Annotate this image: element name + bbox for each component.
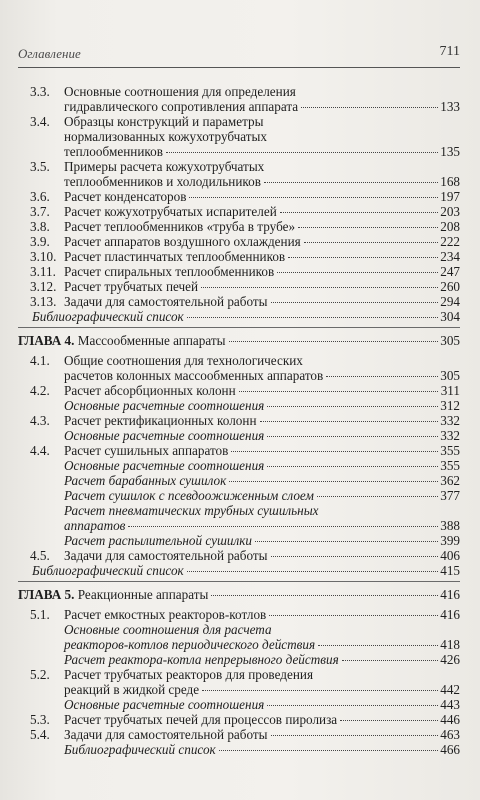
toc-entry[interactable]: [0, 742, 480, 757]
toc-entry-title: Основные расчетные соотношения: [64, 398, 265, 413]
toc-page-number: 133: [440, 99, 460, 114]
toc-entry[interactable]: [0, 503, 480, 533]
toc-entry[interactable]: [0, 607, 480, 622]
toc-entry-title: Основные соотношения для определения: [64, 84, 296, 99]
toc-entry-title: расчетов колонных массообменных аппаратов: [64, 368, 324, 383]
toc-entry-title: Основные расчетные соотношения: [64, 428, 265, 443]
toc-entry[interactable]: [0, 413, 480, 428]
toc-entry-number: 4.3.: [30, 413, 50, 428]
toc-chapter[interactable]: [0, 333, 480, 348]
dot-leader: [342, 660, 438, 661]
toc-entry-title: аппаратов: [64, 518, 126, 533]
toc-entry[interactable]: [0, 727, 480, 742]
dot-leader: [301, 107, 438, 108]
toc-entry[interactable]: [0, 622, 480, 652]
toc-entry-number: 3.8.: [30, 219, 50, 234]
toc-entry-title: Библиографический список: [64, 742, 216, 757]
toc-entry-title: Библиографический список: [32, 563, 184, 578]
toc-entry-title: Примеры расчета кожухотрубчатых: [64, 159, 265, 174]
toc-entry[interactable]: [0, 383, 480, 398]
dot-leader: [267, 406, 438, 407]
dot-leader: [255, 541, 438, 542]
running-header-title: Оглавление: [18, 46, 81, 61]
chapter-separator: [18, 581, 460, 582]
toc-entry-title: Расчет аппаратов воздушного охлаждения: [64, 234, 301, 249]
toc-page-number: 203: [440, 204, 460, 219]
dot-leader: [317, 496, 438, 497]
dot-leader: [166, 152, 438, 153]
toc-entry-title: Расчет трубчатых реакторов для проведения: [64, 667, 314, 682]
toc-page-number: 418: [440, 637, 460, 652]
toc-entry-title: Расчет сушильных аппаратов: [64, 443, 229, 458]
toc-entry-number: 3.13.: [30, 294, 57, 309]
dot-leader: [201, 287, 438, 288]
dot-leader: [128, 526, 438, 527]
dot-leader: [267, 705, 438, 706]
dot-leader: [326, 376, 438, 377]
dot-leader: [288, 257, 438, 258]
dot-leader: [211, 595, 438, 596]
toc-page-number: 312: [440, 398, 460, 413]
dot-leader: [304, 242, 438, 243]
toc-entry[interactable]: [0, 443, 480, 458]
toc-page-number: 355: [440, 443, 460, 458]
toc-entry-number: 5.4.: [30, 727, 50, 742]
toc-page-number: 260: [440, 279, 460, 294]
dot-leader: [189, 197, 438, 198]
toc-entry-number: 4.2.: [30, 383, 50, 398]
toc-page-number: 406: [440, 548, 460, 563]
toc-entry[interactable]: [0, 548, 480, 563]
toc-entry-title: реакций в жидкой среде: [64, 682, 200, 697]
dot-leader: [229, 341, 439, 342]
toc-page-number: 222: [440, 234, 460, 249]
toc-entry-number: 3.6.: [30, 189, 50, 204]
toc-entry[interactable]: [0, 652, 480, 667]
toc-page-number: 332: [440, 428, 460, 443]
toc-entry[interactable]: [0, 309, 480, 324]
toc-entry-number: 3.7.: [30, 204, 50, 219]
toc-page-number: 304: [440, 309, 460, 324]
toc-entry-title: Расчет сушилок с псевдоожиженным слоем: [64, 488, 314, 503]
dot-leader: [264, 182, 438, 183]
toc-entry-title: Основные расчетные соотношения: [64, 697, 265, 712]
toc-entry-title: Библиографический список: [32, 309, 184, 324]
toc-entry-number: 3.10.: [30, 249, 57, 264]
toc-entry-title: Общие соотношения для технологических: [64, 353, 303, 368]
toc-entry[interactable]: [0, 84, 480, 114]
toc-page-number: 305: [440, 333, 460, 348]
dot-leader: [271, 556, 438, 557]
toc-page-number: 388: [440, 518, 460, 533]
dot-leader: [267, 436, 438, 437]
toc-page-number: 466: [440, 742, 460, 757]
toc-entry-title: Основные соотношения для расчета: [64, 622, 272, 637]
toc-entry-title: Задачи для самостоятельной работы: [64, 548, 268, 563]
toc-entry-number: 4.4.: [30, 443, 50, 458]
toc-entry-title: Расчет пластинчатых теплообменников: [64, 249, 286, 264]
toc-entry-title: Задачи для самостоятельной работы: [64, 294, 268, 309]
toc-entry-title: Задачи для самостоятельной работы: [64, 727, 268, 742]
toc-page-number: 294: [440, 294, 460, 309]
toc-entry-title: Расчет конденсаторов: [64, 189, 187, 204]
toc-entry-number: 5.3.: [30, 712, 50, 727]
toc-entry[interactable]: [0, 428, 480, 443]
toc-page-number: 416: [440, 607, 460, 622]
toc-entry-title: реакторов-котлов периодического действия: [64, 637, 316, 652]
toc-entry-number: 4.5.: [30, 548, 50, 563]
toc-entry-title: Расчет емкостных реакторов-котлов: [64, 607, 267, 622]
toc-page-number: 446: [440, 712, 460, 727]
toc-entry[interactable]: [0, 353, 480, 383]
toc-entry-title: Образцы конструкций и параметры: [64, 114, 264, 129]
toc-entry-number: 5.1.: [30, 607, 50, 622]
toc-page-number: 305: [440, 368, 460, 383]
toc-page-number: 426: [440, 652, 460, 667]
toc-entry-number: 3.3.: [30, 84, 50, 99]
toc-page-number: 332: [440, 413, 460, 428]
toc-page-number: 355: [440, 458, 460, 473]
toc-entry-title: Расчет пневматических трубных сушильных: [64, 503, 319, 518]
toc-entry[interactable]: [0, 458, 480, 473]
toc-entry[interactable]: [0, 204, 480, 219]
toc-page-number: 415: [440, 563, 460, 578]
toc-entry-number: 3.12.: [30, 279, 57, 294]
dot-leader: [280, 212, 438, 213]
toc-entry[interactable]: [0, 189, 480, 204]
toc-page-number: 135: [440, 144, 460, 159]
dot-leader: [340, 720, 438, 721]
toc-page-number: 442: [440, 682, 460, 697]
toc-entry-title: Расчет реактора-котла непрерывного действия: [64, 652, 339, 667]
toc-entry-number: 4.1.: [30, 353, 50, 368]
toc-page-number: 247: [440, 264, 460, 279]
dot-leader: [269, 615, 438, 616]
toc-entry[interactable]: [0, 697, 480, 712]
toc-entry-title: Расчет абсорбционных колонн: [64, 383, 236, 398]
toc-entry[interactable]: [0, 249, 480, 264]
toc-entry-title: Расчет ректификационных колонн: [64, 413, 257, 428]
toc-page-number: 399: [440, 533, 460, 548]
toc-entry-title: Расчет кожухотрубчатых испарителей: [64, 204, 277, 219]
toc-entry-number: 3.4.: [30, 114, 50, 129]
toc-entry[interactable]: [0, 264, 480, 279]
toc-entry-title: Расчет распылительной сушилки: [64, 533, 253, 548]
dot-leader: [267, 466, 438, 467]
dot-leader: [260, 421, 438, 422]
toc-page-number: 311: [440, 383, 460, 398]
toc-entry-number: 3.11.: [30, 264, 56, 279]
toc-page-number: 168: [440, 174, 460, 189]
toc-entry-title: Расчет спиральных теплообменников: [64, 264, 275, 279]
chapter-separator: [18, 327, 460, 328]
toc-entry[interactable]: [0, 114, 480, 159]
toc-entry-title: Расчет теплообменников «труба в трубе»: [64, 219, 296, 234]
toc-entry[interactable]: [0, 473, 480, 488]
toc-page-number: 208: [440, 219, 460, 234]
dot-leader: [318, 645, 438, 646]
toc-page-number: 362: [440, 473, 460, 488]
toc-chapter[interactable]: [0, 587, 480, 602]
toc-entry[interactable]: [0, 279, 480, 294]
toc-entry-title: ГЛАВА 4. Массообменные аппараты: [18, 333, 226, 348]
dot-leader: [187, 571, 438, 572]
toc-entry-number: 3.5.: [30, 159, 50, 174]
page-number: 711: [439, 44, 460, 59]
toc-entry-title: Расчет трубчатых печей для процессов пиролиза: [64, 712, 338, 727]
toc-entry-title: ГЛАВА 5. Реакционные аппараты: [18, 587, 209, 602]
toc-entry[interactable]: [0, 533, 480, 548]
toc-page-number: 197: [440, 189, 460, 204]
dot-leader: [271, 302, 438, 303]
dot-leader: [202, 690, 438, 691]
dot-leader: [229, 481, 438, 482]
toc-entry-title: Основные расчетные соотношения: [64, 458, 265, 473]
toc-entry[interactable]: [0, 398, 480, 413]
toc-entry-title: нормализованных кожухотрубчатых: [64, 129, 267, 144]
dot-leader: [231, 451, 438, 452]
toc-entry-title: Расчет трубчатых печей: [64, 279, 199, 294]
toc-entry[interactable]: [0, 234, 480, 249]
toc-entry-title: гидравлического сопротивления аппарата: [64, 99, 299, 114]
toc-page-number: 443: [440, 697, 460, 712]
toc-entry-number: 3.9.: [30, 234, 50, 249]
toc-page-number: 416: [440, 587, 460, 602]
toc-entry[interactable]: [0, 667, 480, 697]
dot-leader: [187, 317, 438, 318]
toc-entry[interactable]: [0, 159, 480, 189]
toc-page-number: 463: [440, 727, 460, 742]
dot-leader: [219, 750, 438, 751]
toc-page-number: 377: [440, 488, 460, 503]
toc-entry-number: 5.2.: [30, 667, 50, 682]
dot-leader: [239, 391, 438, 392]
toc-entry[interactable]: [0, 712, 480, 727]
toc-entry-title: теплообменников: [64, 144, 163, 159]
toc-entry-title: теплообменников и холодильников: [64, 174, 261, 189]
dot-leader: [277, 272, 438, 273]
toc-entry-title: Расчет барабанных сушилок: [64, 473, 227, 488]
toc-entry[interactable]: [0, 294, 480, 309]
toc-page-number: 234: [440, 249, 460, 264]
toc-entry[interactable]: [0, 219, 480, 234]
dot-leader: [271, 735, 438, 736]
dot-leader: [298, 227, 438, 228]
toc-entry[interactable]: [0, 488, 480, 503]
toc-entry[interactable]: [0, 563, 480, 578]
